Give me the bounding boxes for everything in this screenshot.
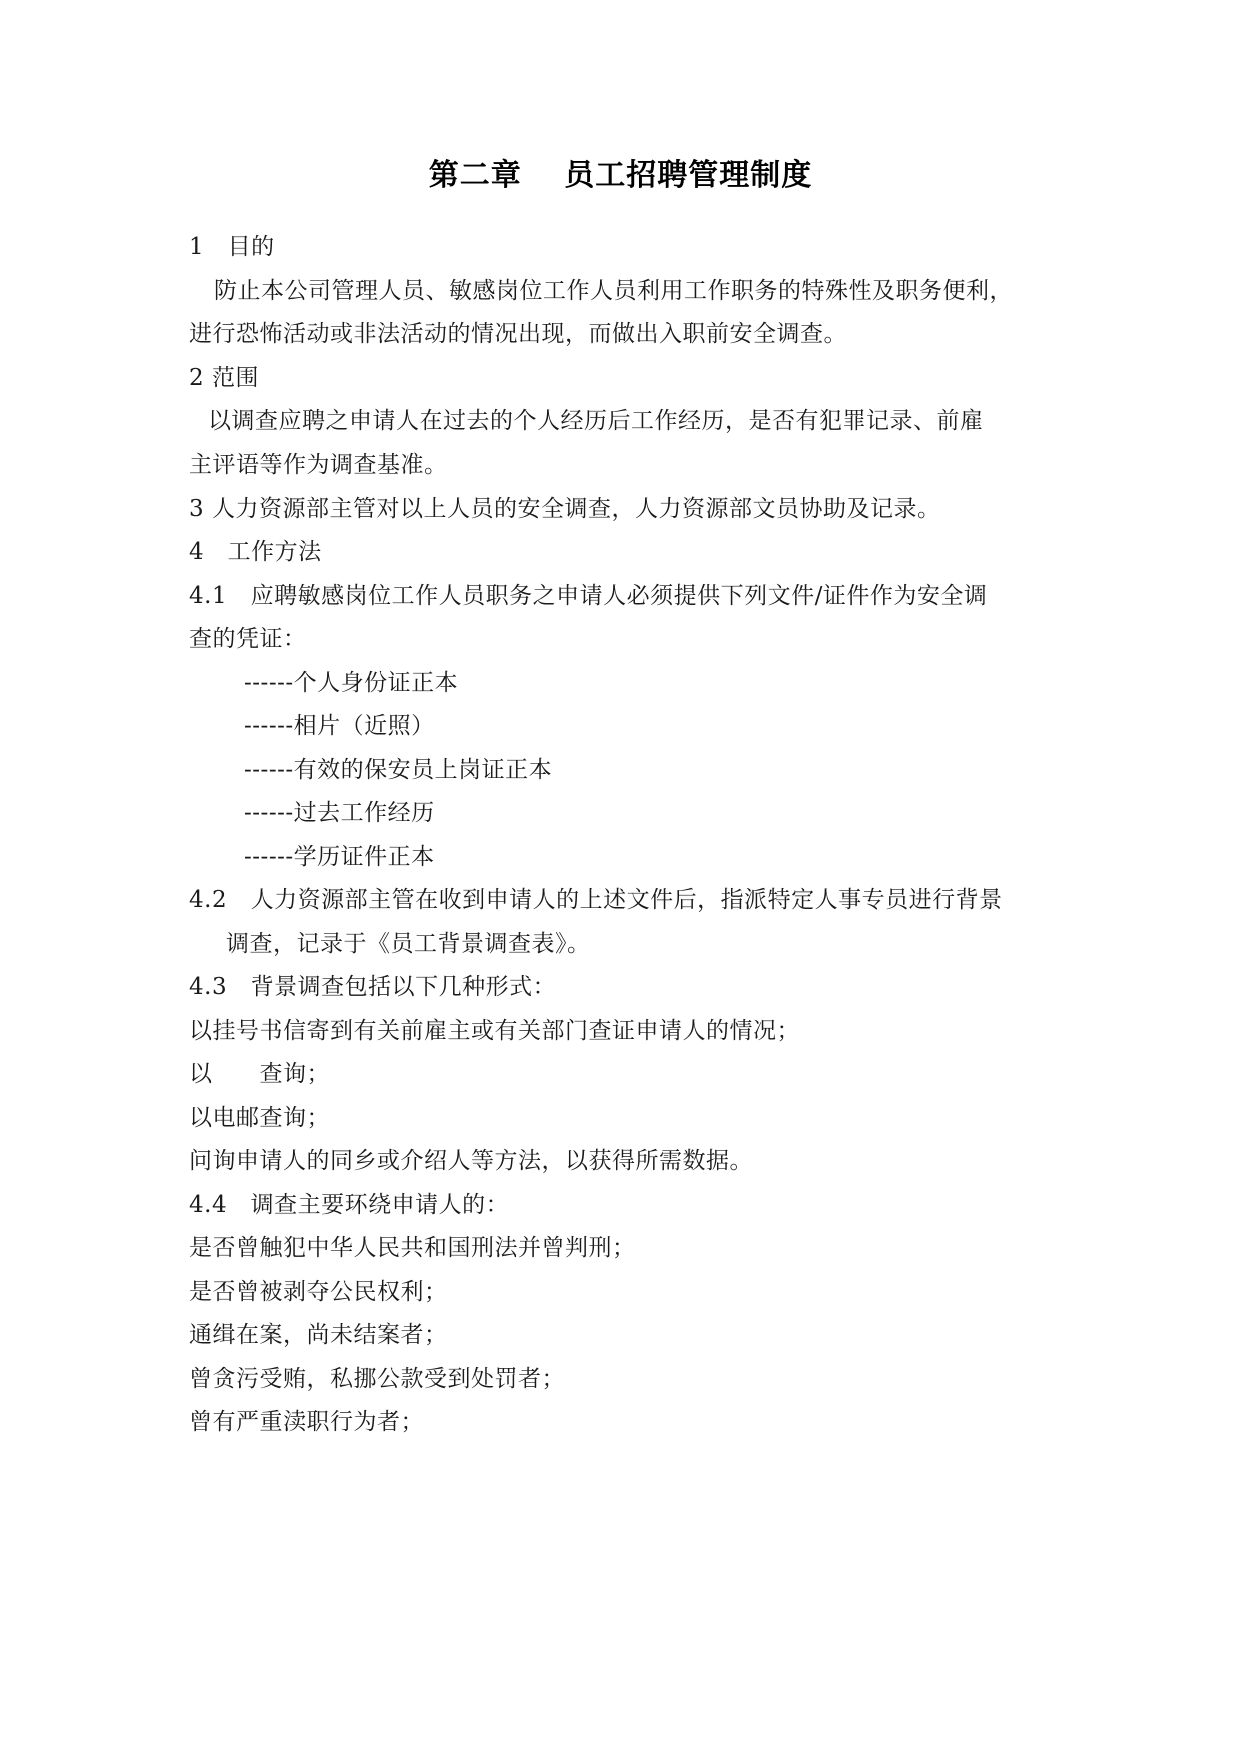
paragraph-line: 以调查应聘之申请人在过去的个人经历后工作经历，是否有犯罪记录、前雇 — [208, 408, 984, 434]
paragraph-line: 通缉在案，尚未结案者； — [189, 1322, 448, 1348]
list-item: ------有效的保安员上岗证正本 — [244, 757, 553, 783]
page-title: 第二章 员工招聘管理制度 — [428, 158, 813, 193]
list-item: ------个人身份证正本 — [244, 670, 459, 696]
paragraph-line: 以 查询； — [189, 1061, 330, 1087]
paragraph-line: 曾有严重渎职行为者； — [189, 1409, 424, 1435]
paragraph-line: 调查，记录于《员工背景调查表》。 — [226, 931, 591, 957]
paragraph-line: 问询申请人的同乡或介绍人等方法，以获得所需数据。 — [189, 1148, 753, 1174]
list-item: ------过去工作经历 — [244, 800, 435, 826]
section-heading: 3 人力资源部主管对以上人员的安全调查，人力资源部文员协助及记录。 — [189, 496, 941, 522]
subsection-line: 4.1 应聘敏感岗位工作人员职务之申请人必须提供下列文件/证件作为安全调 — [189, 583, 988, 609]
paragraph-line: 曾贪污受贿，私挪公款受到处罚者； — [189, 1366, 565, 1392]
section-heading: 1 目的 — [189, 234, 275, 260]
paragraph-line: 防止本公司管理人员、敏感岗位工作人员利用工作职务的特殊性及职务便利， — [214, 278, 1013, 304]
list-item: ------学历证件正本 — [244, 844, 435, 870]
subsection-line: 4.3 背景调查包括以下几种形式： — [189, 974, 557, 1000]
paragraph-line: 以挂号书信寄到有关前雇主或有关部门查证申请人的情况； — [189, 1018, 800, 1044]
subsection-line: 4.4 调查主要环绕申请人的： — [189, 1192, 510, 1218]
paragraph-line: 主评语等作为调查基准。 — [189, 452, 448, 478]
paragraph-line: 是否曾触犯中华人民共和国刑法并曾判刑； — [189, 1235, 636, 1261]
paragraph-line: 进行恐怖活动或非法活动的情况出现，而做出入职前安全调查。 — [189, 321, 847, 347]
paragraph-line: 是否曾被剥夺公民权利； — [189, 1279, 448, 1305]
list-item: ------相片（近照） — [244, 713, 435, 739]
subsection-line: 4.2 人力资源部主管在收到申请人的上述文件后，指派特定人事专员进行背景 — [189, 887, 1003, 913]
section-heading: 2 范围 — [189, 365, 259, 391]
section-heading: 4 工作方法 — [189, 539, 322, 565]
paragraph-line: 以电邮查询； — [189, 1105, 330, 1131]
paragraph-line: 查的凭证： — [189, 626, 307, 652]
